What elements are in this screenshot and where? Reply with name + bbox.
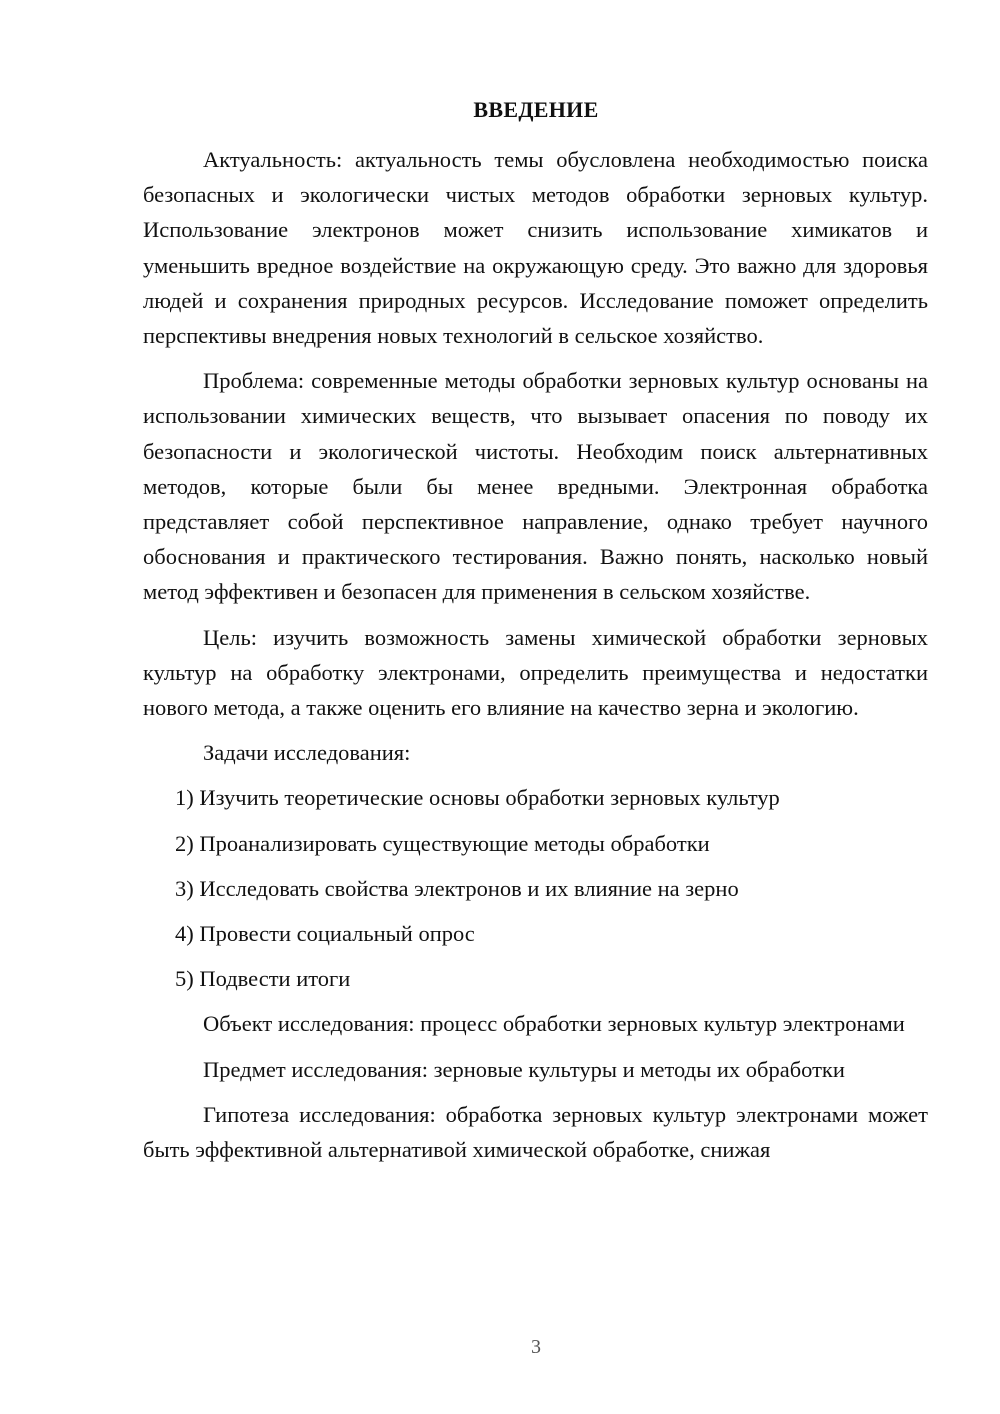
page-title: ВВЕДЕНИЕ: [473, 97, 599, 122]
task-item: 4) Провести социальный опрос: [175, 921, 475, 947]
paragraph-subject: Предмет исследования: зерновые культуры и методы их обработки: [203, 1056, 845, 1082]
task-item: 3) Исследовать свойства электронов и их влияние на зерно: [175, 875, 739, 901]
task-item: 2) Проанализировать существующие методы обработки: [175, 830, 710, 856]
paragraph-goal: Цель: изучить возможность замены химической обработки зерновых культур на обработку электронами, определить преимущества и недостатки нового метода, а также оценить его влияние на качество зерна и экологию.: [143, 624, 928, 721]
paragraph-problem: Проблема: современные методы обработки зерновых культур основаны на использовании химических веществ, что вызывает опасения по поводу их безопасности и экологической чистоты. Необходим поиск альтернативных методов, которые были бы менее вредными. Электронная обработка представляет собой перспективное направление, однако требует научного обоснования и практического тестирования. Важно понять, насколько новый метод эффективен и безопасен для применения в сельском хозяйстве.: [143, 368, 928, 605]
paragraph-relevance: Актуальность: актуальность темы обусловлена необходимостью поиска безопасных и экологически чистых методов обработки зерновых культур. Использование электронов может снизить использование химикатов и уменьшить вредное воздействие на окружающую среду. Это важно для здоровья людей и сохранения природных ресурсов. Исследование поможет определить перспективы внедрения новых технологий в сельское хозяйство.: [143, 147, 928, 349]
tasks-heading: Задачи исследования:: [203, 740, 411, 766]
paragraph-hypothesis: Гипотеза исследования: обработка зерновых культур электронами может быть эффективной альтернативой химической обработке, снижая: [143, 1101, 928, 1163]
task-item: 1) Изучить теоретические основы обработки зерновых культур: [175, 785, 780, 811]
task-item: 5) Подвести итоги: [175, 966, 351, 992]
document-body: [143, 142, 928, 1167]
paragraph-object: Объект исследования: процесс обработки зерновых культур электронами: [203, 1011, 905, 1037]
page-number: 3: [531, 1336, 541, 1358]
